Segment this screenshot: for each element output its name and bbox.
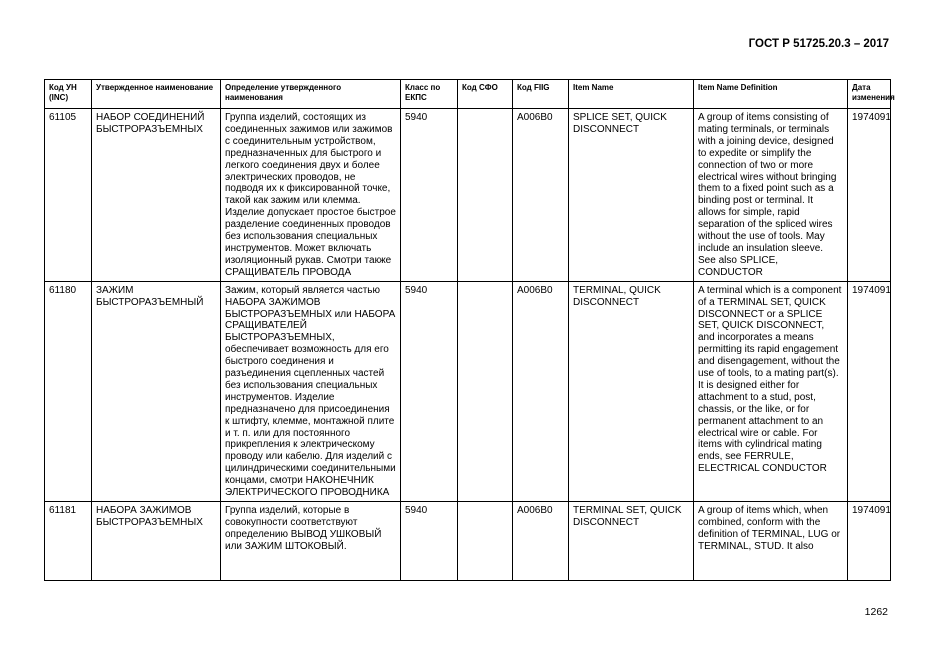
name-ru-cell: ЗАЖИМ БЫСТРОРАЗЪЕМНЫЙ	[92, 281, 221, 501]
class-ekps-cell: 5940	[401, 281, 458, 501]
column-header-date-changed: Дата изменения	[848, 80, 891, 109]
class-ekps-text: 5940	[405, 505, 428, 516]
classification-table	[44, 79, 895, 581]
date-changed-text: 1974091	[852, 505, 891, 516]
code-sfo-cell	[458, 502, 513, 581]
date-changed-cell: 1974091	[848, 281, 891, 501]
column-header-item-definition: Item Name Definition	[694, 80, 848, 109]
code-fiig-cell: A006B0	[513, 281, 569, 501]
column-header-code-fiig: Код FIIG	[513, 80, 569, 109]
column-header-definition-ru: Определение утвержденного наименования	[221, 80, 401, 109]
item-name-cell: SPLICE SET, QUICK DISCONNECT	[569, 109, 694, 282]
column-header-name-ru: Утвержденное наименование	[92, 80, 221, 109]
class-ekps-cell	[401, 502, 458, 581]
page-number: 1262	[864, 606, 888, 618]
class-ekps-cell: 5940	[401, 109, 458, 282]
name-ru-cell	[92, 502, 221, 581]
column-header-item-name: Item Name	[569, 80, 694, 109]
table-row	[45, 109, 891, 282]
definition-ru-cell	[221, 502, 401, 581]
item-definition-text: A group of items which, when combined, conform with the definition of TERMINAL, LUG or TERMINAL, STUD. It also	[698, 505, 841, 552]
item-name-text: TERMINAL SET, QUICK DISCONNECT	[573, 505, 682, 528]
item-definition-cell	[694, 502, 848, 581]
code-sfo-cell	[458, 281, 513, 501]
column-header-inc: Код УН (INC)	[45, 80, 92, 109]
code-fiig-cell	[513, 502, 569, 581]
definition-ru-text: Группа изделий, которые в совокупности соответствуют определению ВЫВОД УШКОВЫЙ или ЗАЖИМ ШТОКОВЫЙ.	[225, 505, 382, 552]
standard-title: ГОСТ Р 51725.20.3 – 2017	[748, 38, 889, 50]
definition-ru-cell: Зажим, который является частью НАБОРА ЗАЖИМОВ БЫСТРОРАЗЪЕМНЫХ или НАБОРА СРАЩИВАТЕЛЕЙ БЫСТРОРАЗЪЕМНЫХ, обеспечивает возможность для его быстрого соединения и разъединения сцепленных частей без использования специальных инструментов. Изделие предназначено для присоединения к штифту, клемме, монтажной плите и т. п. или для постоянного прикрепления к электрическому проводу или кабелю. Для изделий с цилиндрическими соединительными концами, смотри НАКОНЕЧНИК ЭЛЕКТРИЧЕСКОГО ПРОВОДНИКА	[221, 281, 401, 501]
item-definition-cell: A group of items consisting of mating terminals, or terminals with a joining device, designed to expedite or simplify the connection of two or more electrical wires without bringing them to a fixed point such as a binding post or terminal. It allows for simple, rapid separation of the spliced wires without the use of tools. May include an insulation sleeve. See also SPLICE, CONDUCTOR	[694, 109, 848, 282]
inc-cell: 61180	[45, 281, 92, 501]
code-fiig-cell: A006B0	[513, 109, 569, 282]
inc-cell	[45, 502, 92, 581]
definition-ru-cell: Группа изделий, состоящих из соединенных зажимов или зажимов с соединительным устройством, предназначенных для быстрого и легкого соединения двух и более электрических проводов, не подводя их к фиксированной точке, такой как зажим или клемма. Изделие допускает простое быстрое разделение соединенных проводов без использования специальных инструментов. Может включать изоляционный рукав. Смотри также СРАЩИВАТЕЛЬ ПРОВОДА	[221, 109, 401, 282]
column-header-class-ekps: Класс по ЕКПС	[401, 80, 458, 109]
date-changed-cell	[848, 502, 891, 581]
item-definition-cell: A terminal which is a component of a TERMINAL SET, QUICK DISCONNECT or a SPLICE SET, QUICK DISCONNECT, and incorporates a means permitting its rapid engagement and disengagement, without the use of tools, to a mating part(s). It is designed either for attachment to a stud, post, chassis, or the like, or for permanent attachment to an electrical wire or cable. For items with cylindrical mating ends, see FERRULE, ELECTRICAL CONDUCTOR	[694, 281, 848, 501]
code-fiig-text: A006B0	[517, 505, 553, 516]
code-sfo-cell	[458, 109, 513, 282]
column-header-code-sfo: Код СФО	[458, 80, 513, 109]
table-row	[45, 502, 891, 581]
item-name-cell	[569, 502, 694, 581]
table-header-row	[45, 80, 891, 109]
inc-cell: 61105	[45, 109, 92, 282]
table-row	[45, 281, 891, 501]
inc-text: 61181	[49, 505, 77, 516]
item-name-cell: TERMINAL, QUICK DISCONNECT	[569, 281, 694, 501]
name-ru-text: НАБОРА ЗАЖИМОВ БЫСТРОРАЗЪЕМНЫХ	[96, 505, 203, 528]
name-ru-cell: НАБОР СОЕДИНЕНИЙ БЫСТРОРАЗЪЕМНЫХ	[92, 109, 221, 282]
date-changed-cell: 1974091	[848, 109, 891, 282]
